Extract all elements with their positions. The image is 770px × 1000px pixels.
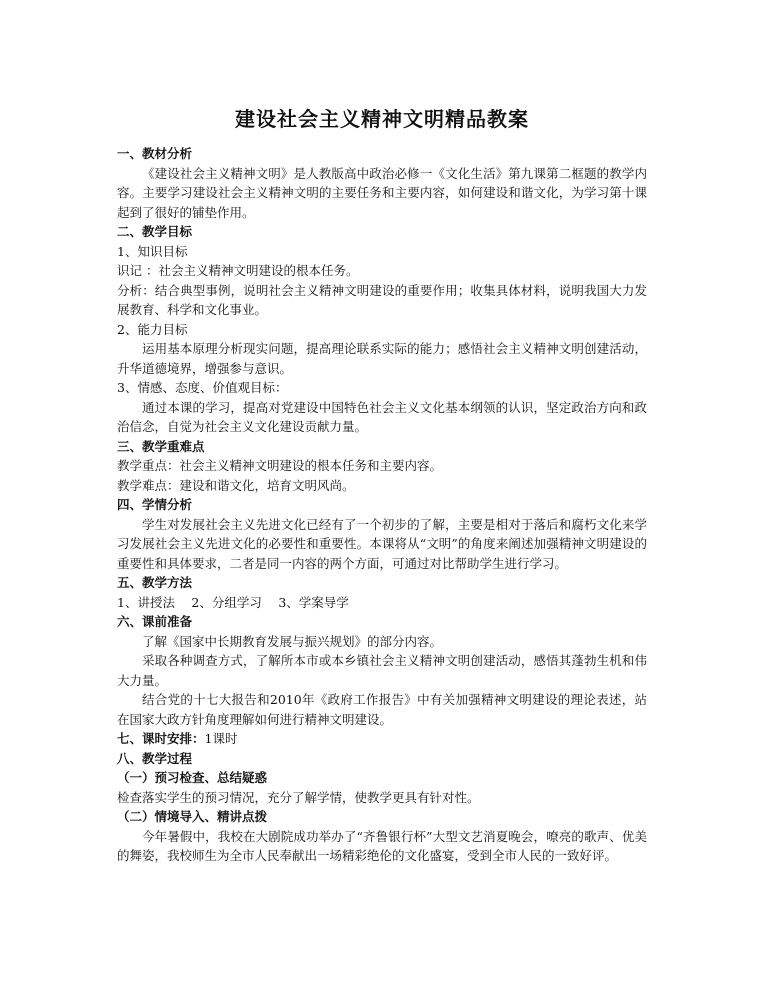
paragraph: 运用基本原理分析现实问题，提高理论联系实际的能力；感悟社会主义精神文明创建活动，升华道德境界，增强参与意识。 (117, 341, 647, 376)
paragraph: 3、情感、态度、价值观目标： (117, 380, 288, 395)
section-heading: 六、课前准备 (117, 614, 193, 629)
paragraph: 教学难点：建设和谐文化，培育文明风尚。 (117, 477, 355, 493)
paragraph: 检查落实学生的预习情况，充分了解学情，使教学更具有针对性。 (117, 789, 480, 805)
document-title: 建设社会主义精神文明精品教案 (235, 107, 529, 131)
section-heading: 二、教学目标 (117, 224, 193, 239)
paragraph: 识记 ：社会主义精神文明建设的根本任务。 (117, 263, 359, 278)
section-heading: 一、教材分析 (117, 146, 193, 161)
paragraph: 教学重点：社会主义精神文明建设的根本任务和主要内容。 (117, 458, 443, 473)
paragraph: 2、能力目标 (117, 321, 188, 337)
section-heading: 五、教学方法 (117, 575, 193, 590)
section-heading-inline (117, 729, 647, 749)
section-heading: （一）预习检查、总结疑惑 (117, 770, 268, 785)
section-heading: （二）情境导入、精讲点拨 (117, 809, 268, 824)
document-page (117, 104, 647, 866)
paragraph: 结合党的十七大报告和2010年《政府工作报告》中有关加强精神文明建设的理论表述，站在国家大政方针角度理解如何进行精神文明建设。 (117, 692, 647, 727)
section-heading-value: 1课时 (204, 731, 238, 746)
section-heading: 八、教学过程 (117, 750, 193, 766)
paragraph: 学生对发展社会主义先进文化已经有了一个初步的了解，主要是相对于落后和腐朽文化来学习发展社会主义先进文化的必要性和重要性。本课将从“文明”的角度来阐述加强精神文明建设的重要性和具体要求，二者是同一内容的两个方面，可通过对比帮助学生进行学习。 (117, 516, 647, 571)
paragraph: 了解《国家中长期教育发展与振兴规划》的部分内容。 (142, 633, 443, 649)
paragraph: 今年暑假中，我校在大剧院成功举办了“齐鲁银行杯”大型文艺消夏晚会，嘹亮的歌声、优美的舞姿，我校师生为全市人民奉献出一场精彩绝伦的文化盛宴，受到全市人民的一致好评。 (117, 828, 647, 863)
paragraph: 分析：结合典型事例，说明社会主义精神文明建设的重要作用；收集具体材料，说明我国大力发展教育、科学和文化事业。 (117, 282, 647, 317)
section-heading-label: 七、课时安排： (117, 731, 205, 746)
paragraph: 通过本课的学习，提高对党建设中国特色社会主义文化基本纲领的认识，坚定政治方向和政治信念，自觉为社会主义文化建设贡献力量。 (117, 399, 647, 434)
paragraph: 《建设社会主义精神文明》是人教版高中政治必修一《文化生活》第九课第二框题的教学内容。主要学习建设社会主义精神文明的主要任务和主要内容，如何建设和谐文化，为学习第十课起到了很好的铺垫作用。 (117, 165, 647, 220)
paragraph: 1、知识目标 (117, 243, 188, 259)
paragraph: 1、讲授法 2、分组学习 3、学案导学 (117, 594, 349, 610)
section-heading: 四、学情分析 (117, 497, 193, 512)
document-body (117, 144, 647, 866)
section-heading: 三、教学重难点 (117, 438, 205, 454)
paragraph: 采取各种调查方式，了解所本市或本乡镇社会主义精神文明创建活动，感悟其蓬勃生机和伟大力量。 (117, 653, 647, 688)
